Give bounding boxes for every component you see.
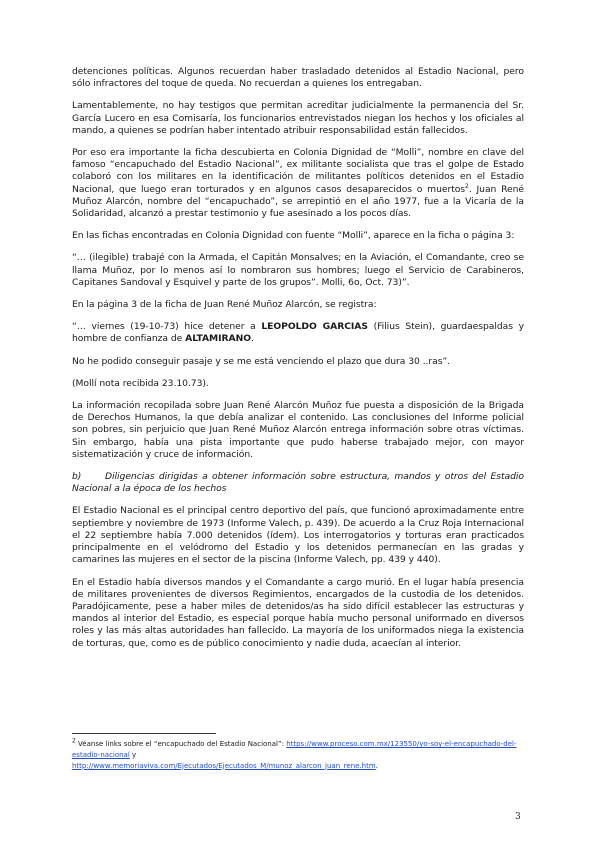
footnote-link-proceso[interactable]: https://www.proceso.com.mx/123550/yo-soy-el-encapuchado-del-estadio-nacional (72, 740, 517, 759)
footnote (72, 739, 532, 771)
paragraph-1: detenciones políticas. Algunos recuerdan haber trasladado detenidos al Estadio Nacional, pero sólo infractores del toque de queda. No recuerdan a quienes los entregaban. (72, 66, 524, 90)
page-number: 3 (515, 812, 521, 822)
quote-text: “… viernes (19-10-73) hice detener a (72, 321, 262, 333)
person-name: ALTAMIRANO (185, 333, 252, 345)
footnote-connector: y (129, 750, 137, 759)
footnote-number: 2 (72, 737, 76, 745)
paragraph-3 (72, 147, 524, 220)
paragraph-6: En la página 3 de la ficha de Juan René Muñoz Alarcón, se registra: (72, 299, 377, 311)
footnote-divider (72, 733, 216, 734)
paragraph-8: No he podido conseguir pasaje y se me está venciendo el plazo que dura 30 ..ras”. (72, 355, 451, 367)
paragraph-10: La información recopilada sobre Juan René Alarcón Muñoz fue puesta a disposición de la Brigada de Derechos Humanos, la que debía analizar el contenido. Las conclusiones del Informe policial son pobres, sin perjuicio que Juan René Muñoz Alarcón entrega información sobre otras víctimas. Sin embargo, había una pista importante que pudo haberse trabajado mejor, con mayor sistematización y cruce de información. (72, 400, 524, 460)
paragraph-2: Lamentablemente, no hay testigos que permitan acreditar judicialmente la permanencia del Sr. García Lucero en esa Comisaría, los funcionarios entrevistados niegan los hechos y los oficiales al mando, a quienes se podrían haber intentado atribuir responsabilidad están fallecidos. (72, 100, 524, 136)
paragraph-5-quote: “… (ilegible) trabajé con la Armada, el Capitán Monsalves; en la Aviación, el Comandante, creo se llama Muñoz, por lo menos así lo nombraron sus hombres; luego el Servicio de Carabineros, Capitanes Sandoval y Esquivel y parte de los grupos”. Molli, 6o, Oct. 73)”. (72, 252, 524, 288)
paragraph-3-text: Por eso era importante la ficha descubierta en Colonia Dignidad de “Molli”, nombre en clave del famoso “encapuchado del Estadio Nacional”, ex militante socialista que tras el golpe de Estado colaboró con los militares en la identificación de militantes políticos detenidos en el Estadio Nacional, que luego eran torturados y en algunos casos desaparecidos o muertos (72, 147, 524, 195)
footnote-text: Véanse links sobre el “encapuchado del Estadio Nacional”: (75, 740, 287, 748)
detainee-name: LEOPOLDO GARCIAS (261, 321, 368, 333)
paragraph-4: En las fichas encontradas en Colonia Dignidad con fuente “Molli”, aparece en la ficha o página 3: (72, 230, 515, 242)
paragraph-11: El Estadio Nacional es el principal centro deportivo del país, que funcionó aproximadamente entre septiembre y noviembre de 1973 (Informe Valech, p. 439). De acuerdo a la Cruz Roja Internacional el 22 septiembre había 7.000 detenidos (ídem). Los interrogatorios y torturas eran practicados principalmente en el velódromo del Estadio y los detenidos permanecían en las gradas y camarines las mujeres en el sector de la piscina (Informe Valech, pp. 439 y 440). (72, 505, 524, 566)
footnote-link-memoriaviva[interactable]: http://www.memoriaviva.com/Ejecutados/Ejecutados_M/munoz_alarcon_juan_rene.htm (72, 761, 376, 770)
quote-text: . (251, 333, 254, 345)
section-heading-text: Diligencias dirigidas a obtener información sobre estructura, mandos y otros del Estadio Nacional a la época de los hechos (72, 471, 524, 495)
quote-text: (Filius Stein), guardaespaldas y hombre de confianza de (72, 321, 525, 345)
body-text (72, 66, 524, 660)
section-heading (72, 471, 524, 495)
paragraph-7-quote (72, 321, 524, 345)
paragraph-9: (Mollí nota recibida 23.10.73). (72, 377, 209, 389)
footnote-end: . (375, 761, 378, 770)
paragraph-12: En el Estadio había diversos mandos y el Comandante a cargo murió. En el lugar había presencia de militares provenientes de diversos Regimientos, encargados de la custodia de los detenidos. Paradójicamente, pese a haber miles de detenidos/as ha sido difícil establecer las estructuras y mandos al interior del Estadio, es especial porque había mucho personal uniformado en diversos roles y las más altas autoridades han fallecido. La mayoría de los uniformados niega la existencia de torturas, que, como es de público conocimiento y nadie duda, acaecían al interior. (72, 576, 524, 649)
paragraph-3-end: . Juan René Muñoz Alarcón, nombre del “encapuchado”, se arrepintió en el año 1977, fue a la Vicaría de la Solidaridad, alcanzó a prestar testimonio y fue asesinado a los pocos días. (72, 183, 524, 220)
section-heading-letter: b) (72, 471, 82, 483)
footnote-reference[interactable]: 2 (465, 182, 469, 190)
